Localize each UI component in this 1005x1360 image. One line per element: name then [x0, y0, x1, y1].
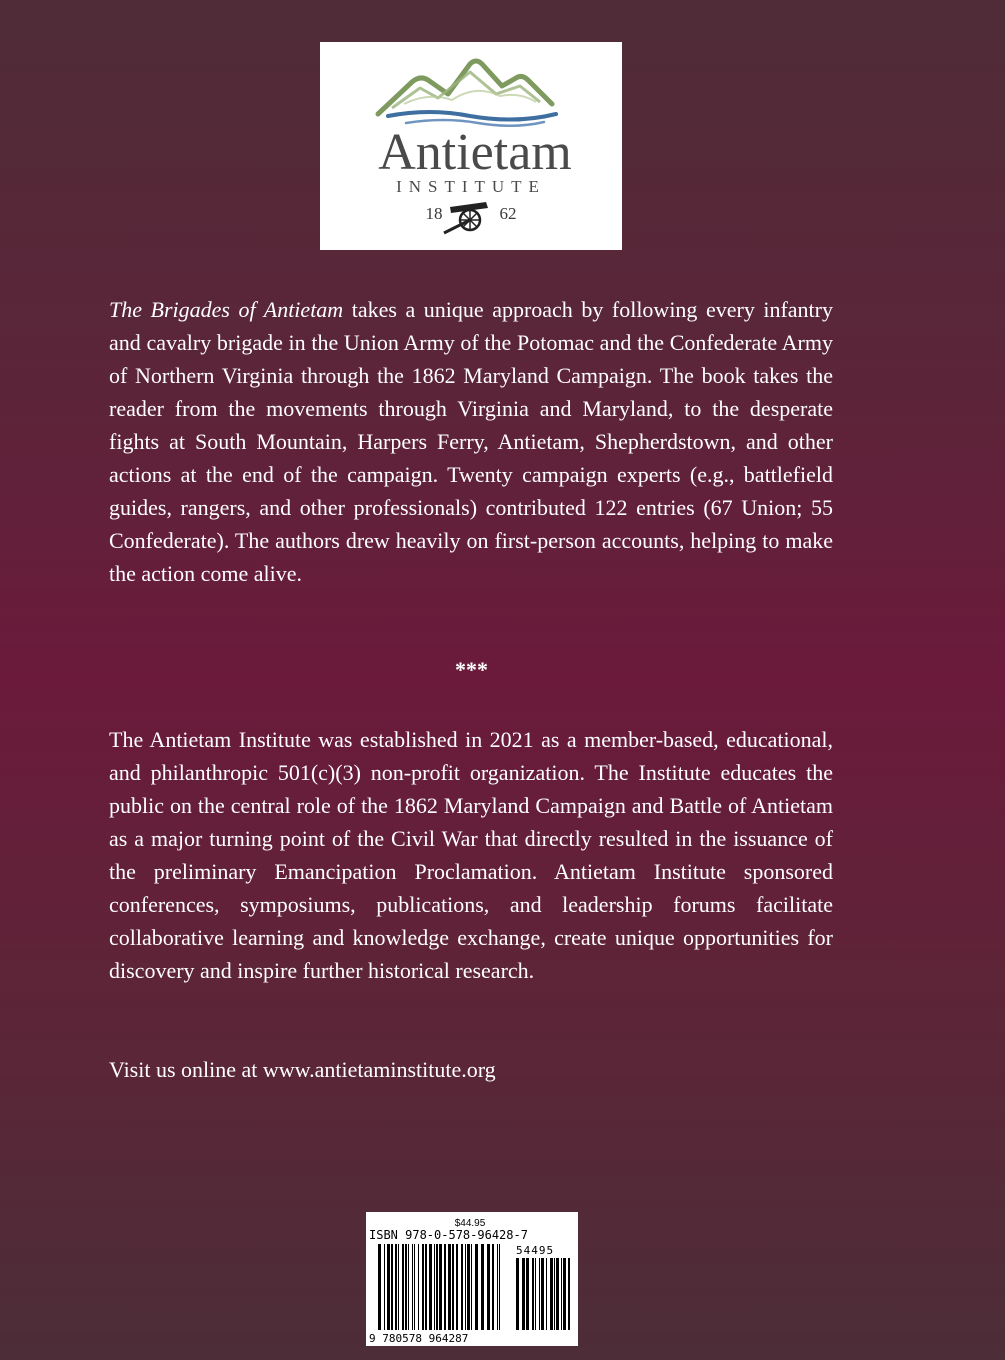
barcode-bar [414, 1244, 415, 1330]
barcode-bar [522, 1258, 525, 1330]
barcode-bar [481, 1244, 484, 1330]
barcode-price-code: 54495 [516, 1244, 555, 1257]
barcode-bar [402, 1244, 404, 1330]
barcode-bar [554, 1258, 555, 1330]
logo-name: Antietam [378, 124, 572, 181]
barcode-bar [465, 1244, 466, 1330]
barcode-bar [422, 1244, 424, 1330]
barcode-bar [436, 1244, 438, 1330]
book-description-body: takes a unique approach by following every infantry and cavalry brigade in the Union Army of the Potomac and the Confederate Army of Northern Virginia through the 1862 Maryland Campaign. The book takes the reader from the movements through Virginia and Maryland, to the desperate fights at South Mountain, Harpers Ferry, Antietam, Shepherdstown, and other actions at the end of the campaign. Twenty campaign experts (e.g., battlefield guides, rangers, and other professionals) contributed 122 entries (67 Union; 55 Confederate). The authors drew heavily on first-person accounts, helping to make the action come alive. [109, 297, 833, 586]
institute-description: The Antietam Institute was established in 2021 as a member-based, educational, and philanthropic 501(c)(3) non-profit organization. The Institute educates the public on the central role of the 1862 Maryland Campaign and Battle of Antietam as a major turning point of the Civil War that directly resulted in the issuance of the preliminary Emancipation Proclamation. Antietam Institute sponsored conferences, symposiums, publications, and leadership forums facilitate collaborative learning and knowledge exchange, create unique opportunities for discovery and inspire further historical research. [109, 727, 833, 983]
barcode-bar [561, 1258, 562, 1330]
visit-website: Visit us online at www.antietaminstitute.org [109, 1057, 496, 1082]
isbn-barcode [366, 1212, 578, 1346]
barcode-bar [387, 1244, 390, 1330]
barcode-bar [452, 1244, 454, 1330]
barcode-bar [563, 1258, 566, 1330]
barcode-bar [395, 1244, 397, 1330]
barcode-bar [405, 1244, 407, 1330]
barcode-bar [535, 1258, 536, 1330]
barcode-bar [492, 1244, 494, 1330]
logo-year-right: 62 [499, 204, 517, 223]
barcode-ean-number: 9 780578 964287 [369, 1332, 469, 1345]
barcode-bar [556, 1258, 559, 1330]
mountain-icon [378, 61, 552, 114]
barcode-bars [378, 1244, 500, 1330]
barcode-bar [546, 1258, 547, 1330]
barcode-bar [539, 1258, 540, 1330]
logo-subtitle: INSTITUTE [396, 177, 546, 196]
barcode-bar [526, 1258, 529, 1330]
barcode-isbn-label: ISBN 978-0-578-96428-7 [369, 1228, 528, 1242]
barcode-bar [475, 1244, 478, 1330]
barcode-price: $44.95 [454, 1218, 486, 1229]
barcode-bar [418, 1244, 419, 1330]
book-title: The Brigades of Antietam [109, 297, 344, 322]
book-description [109, 293, 833, 590]
barcode-bar [471, 1244, 472, 1330]
barcode-bar [499, 1244, 500, 1330]
barcode-bar [461, 1244, 463, 1330]
barcode-bar [532, 1258, 534, 1330]
barcode-addon-bars [516, 1258, 570, 1330]
barcode-bar [550, 1258, 553, 1330]
water-icon [388, 112, 556, 120]
barcode-bar [467, 1244, 470, 1330]
barcode-bar [456, 1244, 458, 1330]
barcode-bar [384, 1244, 385, 1330]
barcode-bar [497, 1244, 498, 1330]
barcode-bar [448, 1244, 451, 1330]
barcode-bar [541, 1258, 544, 1330]
logo-year-left: 18 [425, 204, 443, 223]
section-separator: *** [455, 657, 488, 682]
barcode-bar [444, 1244, 446, 1330]
barcode-bar [568, 1258, 570, 1330]
antietam-institute-logo [320, 42, 622, 250]
barcode-bar [439, 1244, 442, 1330]
barcode-bar [429, 1244, 432, 1330]
barcode-bar [408, 1244, 409, 1330]
barcode-bar [425, 1244, 427, 1330]
barcode-bar [391, 1244, 393, 1330]
barcode-bar [487, 1244, 490, 1330]
cannon-icon [444, 202, 488, 233]
barcode-bar [412, 1244, 413, 1330]
barcode-bar [434, 1244, 435, 1330]
barcode-bar [398, 1244, 399, 1330]
barcode-bar [378, 1244, 381, 1330]
barcode-bar [516, 1258, 519, 1330]
